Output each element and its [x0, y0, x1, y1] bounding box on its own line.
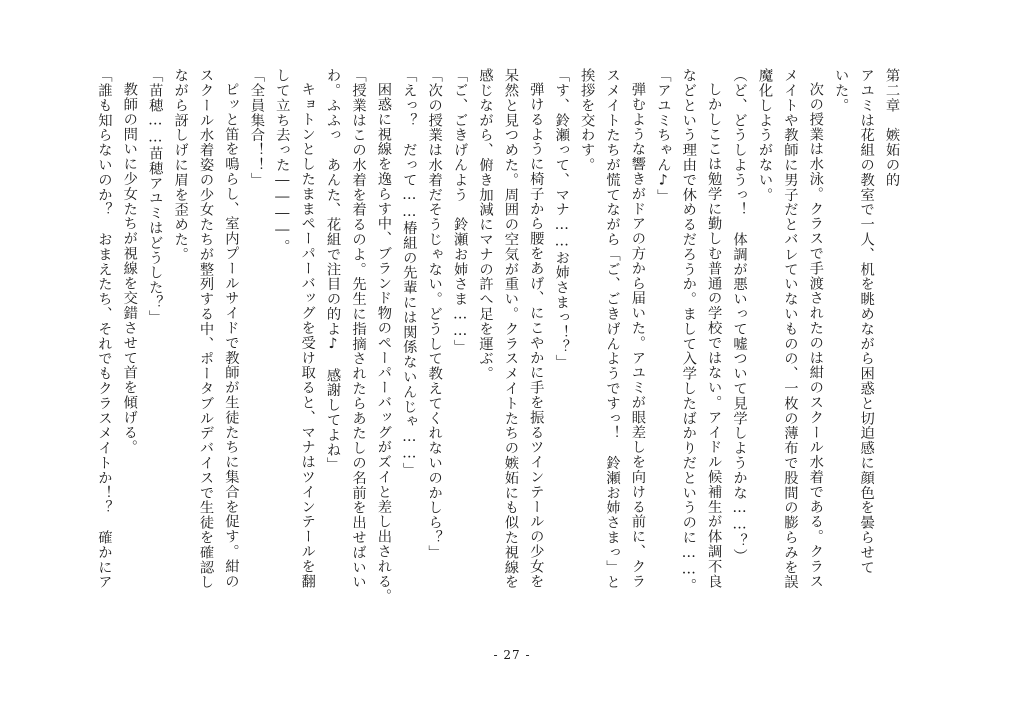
text-line: アユミは花組の教室で一人、机を眺めながら困惑と切迫感に顔色を曇らせて — [858, 68, 875, 575]
text-line: 弾けるように椅子から腰をあげ、にこやかに手を振るツインテールの少女を — [528, 82, 545, 589]
text-line: 教師の問いに少女たちが視線を交錯させて首を傾げる。 — [121, 82, 138, 455]
text-line: 呆然と見つめた。周囲の空気が重い。クラスメイトたちの嫉妬にも似た視線を — [502, 68, 519, 590]
text-line: スメイトたちが慌てながら「ご、ごきげんようですっ！ 鈴瀬お姉さまっ」と — [604, 68, 621, 590]
text-line: 挨拶を交わす。 — [579, 68, 596, 173]
text-line: 「全員集合！！」 — [248, 68, 265, 188]
text-line: ながら訝しげに眉を歪めた。 — [172, 68, 189, 262]
text-line: 感じながら、俯き加減にマナの許へ足を運ぶ。 — [477, 68, 494, 381]
vertical-text-body — [96, 68, 904, 640]
text-line: （ど、どうしようっ！ 体調が悪いって嘘ついて見学しようかな……？） — [731, 68, 748, 564]
text-line: 「アユミちゃん♪」 — [655, 68, 672, 204]
text-line: キョトンとしたままペーパーバッグを受け取ると、マナはツインテールを翻 — [299, 82, 316, 589]
text-line: などという理由で休めるだろうか。まして入学したばかりだというのに……。 — [680, 68, 697, 593]
text-line: 困惑に視線を逸らす中、ブランド物のペーパーバッグがズイと差し出される。 — [375, 82, 392, 604]
text-line: 「ご、ごきげんよう 鈴瀬お姉さま……」 — [452, 68, 469, 355]
text-line: 次の授業は水泳。クラスで手渡されたのは紺のスクール水着である。クラス — [807, 82, 824, 589]
text-line: 「す、鈴瀬って、マナ……お姉さまっ！？」 — [553, 68, 570, 370]
text-line: 「苗穂……苗穂アユミはどうした？」 — [147, 68, 164, 325]
text-line: メイトや教師に男子だとバレていないものの、一枚の薄布で股間の膨らみを誤 — [782, 68, 799, 590]
text-line: スクール水着姿の少女たちが整列する中、ポータブルデバイスで生徒を確認し — [198, 68, 215, 590]
text-line: して立ち去った――――。 — [274, 68, 291, 254]
text-line: しかしここは勉学に勤しむ普通の学校ではない。アイドル候補生が体調不良 — [706, 82, 723, 589]
text-line: わ。ふふっ あんた、花組で注目の的よ♪ 感謝してよね」 — [325, 68, 342, 472]
text-line: 「誰も知らないのか？ おまえたち、それでもクラスメイトか！？ 確かにア — [96, 68, 113, 590]
text-line: ピッと笛を鳴らし、室内プールサイドで教師が生徒たちに集合を促す。紺の — [223, 82, 240, 589]
text-line: 「次の授業は水着だそうじゃない。どうして教えてくれないのかしら？」 — [426, 68, 443, 560]
text-line: 「えっ？ だって……椿組の先輩には関係ないんじゃ……」 — [401, 68, 418, 478]
text-line: 弾むような響きがドアの方から届いた。アユミが眼差しを向ける前に、クラ — [629, 82, 646, 589]
chapter-title: 第二章 嫉妬の的 — [884, 68, 900, 188]
page-number: - 27 - — [493, 648, 531, 662]
text-line: 魔化しようがない。 — [756, 68, 773, 203]
text-line: 「授業はこの水着を着るのよ。先生に指摘されたらあたしの名前を出せばいい — [350, 68, 367, 590]
text-line: いた。 — [833, 68, 850, 113]
